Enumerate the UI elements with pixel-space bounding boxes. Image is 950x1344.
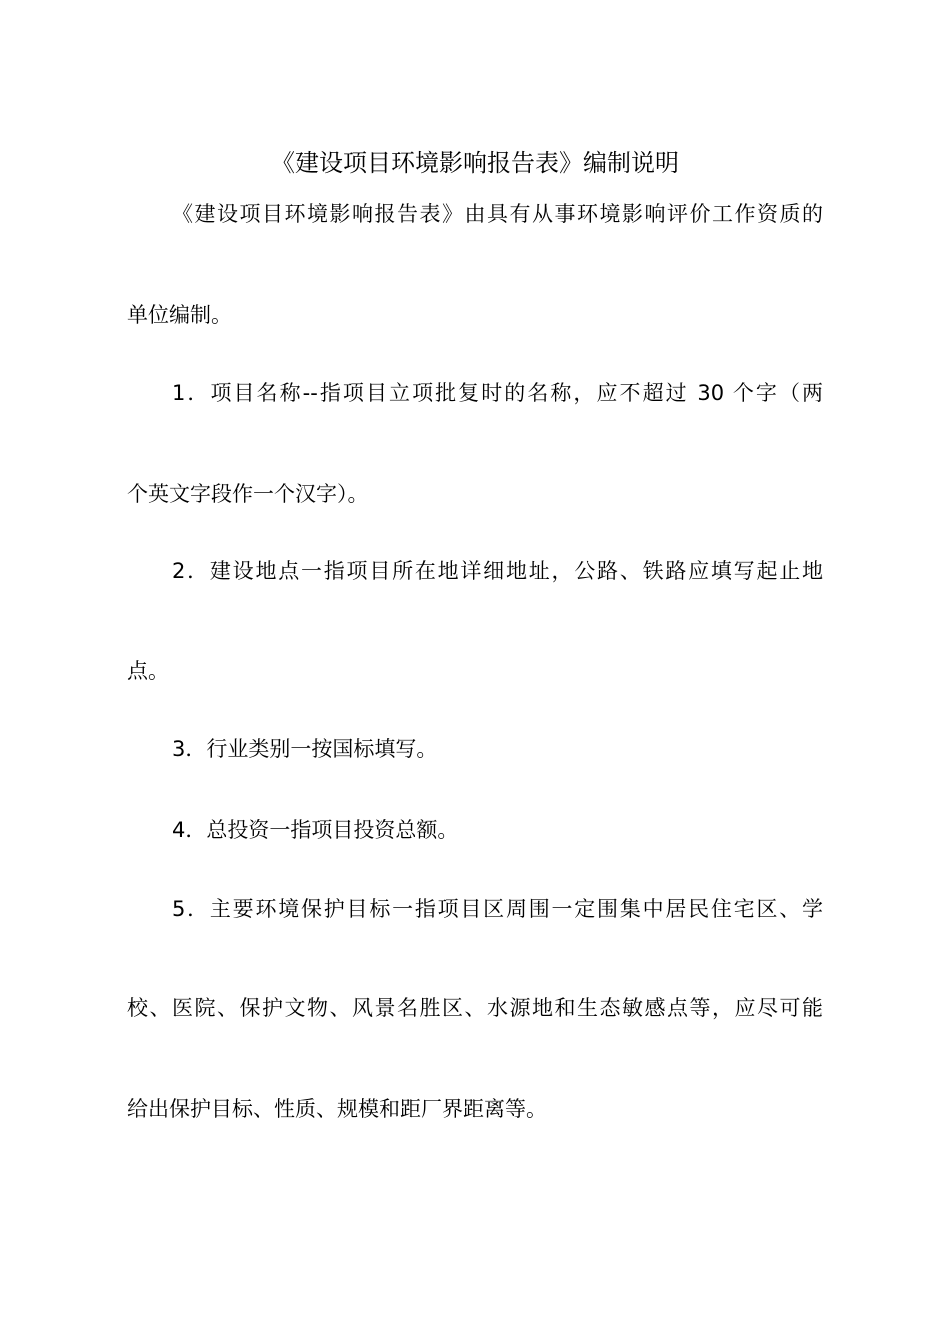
item-3-line: 3．行业类别一按国标填写。: [172, 737, 438, 761]
item-1-line-2: 个英文字段作一个汉字）。: [127, 482, 369, 506]
item-5-line-3: 给出保护目标、性质、规模和距厂界距离等。: [127, 1097, 547, 1121]
intro-line-2: 单位编制。: [127, 303, 232, 327]
document-title: 《建设项目环境影响报告表》编制说明: [271, 149, 679, 177]
item-2-line-1: 2．建设地点一指项目所在地详细地址，公路、铁路应填写起止地: [172, 559, 823, 583]
item-5-line-2: 校、医院、保护文物、风景名胜区、水源地和生态敏感点等，应尽可能: [127, 996, 823, 1020]
item-1-line-1: 1．项目名称--指项目立项批复时的名称，应不超过 30 个字（两: [172, 381, 823, 405]
item-5-line-1: 5．主要环境保护目标一指项目区周围一定围集中居民住宅区、学: [172, 897, 823, 921]
item-2-line-2: 点。: [127, 659, 169, 683]
item-4-line: 4．总投资一指项目投资总额。: [172, 818, 459, 842]
intro-line-1: 《建设项目环境影响报告表》由具有从事环境影响评价工作资质的: [172, 202, 823, 226]
